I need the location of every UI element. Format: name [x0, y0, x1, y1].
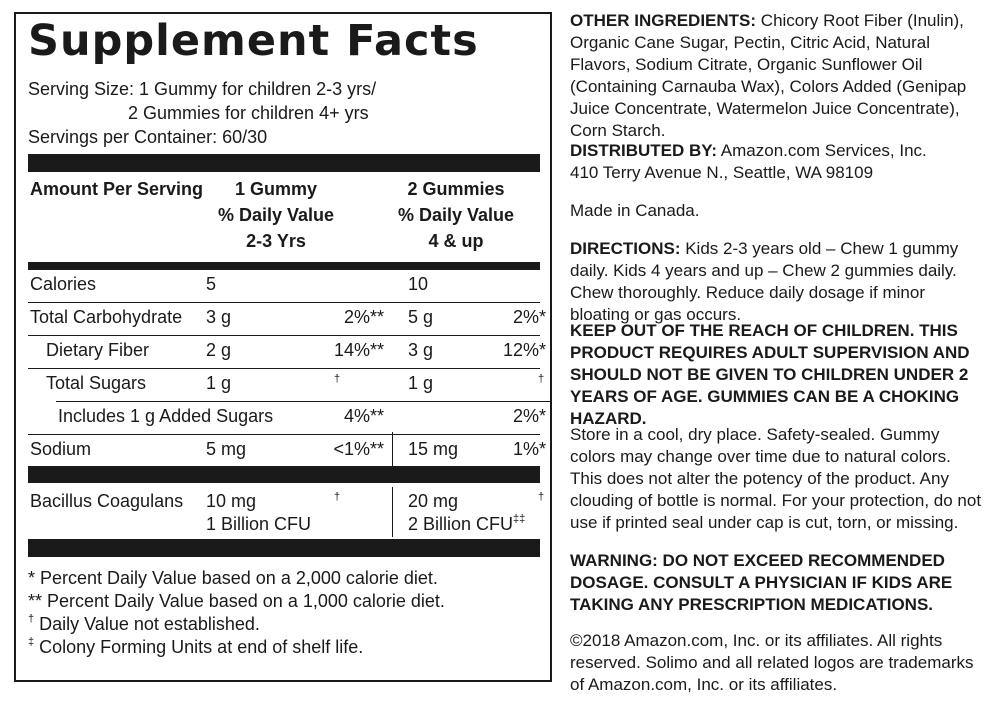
col2-heading-2: % Daily Value: [397, 205, 515, 225]
nutrient-name: Sodium: [30, 439, 92, 459]
distributed-by-text: Amazon.com Services, Inc.: [717, 141, 927, 160]
other-ingredients-label: OTHER INGREDIENTS:: [570, 11, 757, 30]
directions: [570, 238, 985, 326]
row-divider: [28, 434, 540, 435]
col1-heading-2: % Daily Value: [217, 205, 335, 225]
nutrient-name: Dietary Fiber: [46, 340, 150, 360]
col2-heading-1: 2 Gummies: [407, 179, 505, 199]
daily-value-1: <1%**: [333, 439, 384, 459]
amount-2-cfu-text: 2 Billion CFU: [408, 514, 514, 534]
row-divider: [28, 302, 540, 303]
serving-size-line-2: 2 Gummies for children 4+ yrs: [128, 103, 369, 123]
copyright: ©2018 Amazon.com, Inc. or its affiliates. All rights reserved. Solimo and all related logos are trademarks of Amazon.com, Inc. or its affiliates.: [570, 631, 974, 694]
nutrient-name: Bacillus Coagulans: [30, 491, 184, 511]
footnote-3-text: Daily Value not established.: [34, 614, 260, 634]
footnote-1: * Percent Daily Value based on a 2,000 calorie diet.: [28, 568, 438, 588]
amount-1: 1 g: [206, 373, 232, 393]
medium-divider: [28, 262, 540, 270]
amount-2-cfu: [408, 513, 525, 535]
daily-value-2: 2%*: [512, 307, 546, 327]
storage-info: Store in a cool, dry place. Safety-sealed. Gummy colors may change over time due to natural colors. This does not alter the potency of the product. Any clouding of bottle is normal. For your protection, do not use if printed seal under cap is cut, torn, or missing.: [570, 425, 982, 532]
address: 410 Terry Avenue N., Seattle, WA 98109: [570, 163, 874, 182]
footnote-2: ** Percent Daily Value based on a 1,000 calorie diet.: [28, 591, 445, 611]
daily-value-2: 2%*: [512, 406, 546, 426]
amount-2: 10: [408, 274, 429, 294]
distributed-by-label: DISTRIBUTED BY:: [570, 141, 718, 160]
col1-heading-3: 2-3 Yrs: [246, 231, 306, 251]
column-separator: [392, 432, 393, 466]
thick-divider: [28, 466, 540, 483]
daily-value-1: 2%**: [343, 307, 384, 327]
directions-label: DIRECTIONS:: [570, 239, 681, 258]
double-dagger-mark: ‡: [28, 636, 35, 648]
amount-1-mg: 10 mg: [206, 491, 257, 511]
col2-heading-3: 4 & up: [428, 231, 484, 251]
amount-1: 2 g: [206, 340, 232, 360]
thick-divider: [28, 539, 540, 557]
amount-1-cfu: 1 Billion CFU: [206, 514, 312, 534]
serving-size-line-1: Serving Size: 1 Gummy for children 2-3 yrs/: [28, 79, 377, 99]
cfu-footnote-mark: ‡‡: [513, 513, 526, 525]
daily-value-2: 1%*: [512, 439, 546, 459]
amount-per-serving-heading: Amount Per Serving: [30, 179, 204, 199]
amount-2-mg: 20 mg: [408, 491, 459, 511]
amount-2: 3 g: [408, 340, 434, 360]
daily-value-2: †: [538, 491, 545, 503]
daily-value-1: 14%**: [333, 340, 384, 360]
amount-1: 5: [206, 274, 217, 294]
daily-value-1: †: [334, 491, 341, 503]
footnote-4-text: Colony Forming Units at end of shelf life.: [34, 637, 364, 657]
column-separator: [392, 487, 393, 537]
row-divider: [28, 335, 540, 336]
amount-2: 1 g: [408, 373, 434, 393]
row-divider: [28, 368, 540, 369]
daily-value-2: †: [538, 373, 545, 385]
nutrient-name: Calories: [30, 274, 97, 294]
distributed-by: [570, 140, 985, 184]
amount-2: 5 g: [408, 307, 434, 327]
made-in: Made in Canada.: [570, 201, 700, 220]
dosage-warning: WARNING: DO NOT EXCEED RECOMMENDED DOSAGE. CONSULT A PHYSICIAN IF KIDS ARE TAKING ANY PRESCRIPTION MEDICATIONS.: [570, 551, 953, 614]
footnote-4: [28, 636, 363, 658]
amount-1: 5 mg: [206, 439, 247, 459]
other-ingredients-text: Chicory Root Fiber (Inulin), Organic Cane Sugar, Pectin, Citric Acid, Natural Flavors, Sodium Citrate, Organic Sunflower Oil (Containing Carnauba Wax), Colors Added (Genipap Juice Concentrate, Watermelon Juice Concentrate), Corn Starch.: [570, 11, 967, 140]
daily-value-1: †: [334, 373, 341, 385]
servings-per-container: Servings per Container: 60/30: [28, 127, 268, 147]
nutrient-name: Total Carbohydrate: [30, 307, 183, 327]
nutrient-name: Total Sugars: [46, 373, 147, 393]
thick-divider: [28, 154, 540, 172]
keep-out-warning: KEEP OUT OF THE REACH OF CHILDREN. THIS PRODUCT REQUIRES ADULT SUPERVISION AND SHOULD NOT BE GIVEN TO CHILDREN UNDER 2 YEARS OF AGE. GUMMIES CAN BE A CHOKING HAZARD.: [570, 321, 970, 428]
footnote-3: [28, 613, 260, 635]
panel-title: Supplement Facts: [28, 16, 479, 66]
other-ingredients: [570, 10, 985, 142]
dagger-mark: †: [28, 613, 35, 625]
nutrient-name: Includes 1 g Added Sugars: [58, 406, 274, 426]
supplement-facts-panel: [14, 12, 552, 682]
row-divider: [56, 401, 552, 402]
daily-value-1: 4%**: [343, 406, 384, 426]
directions-text: Kids 2-3 years old – Chew 1 gummy daily. Kids 4 years and up – Chew 2 gummies daily. Chew thoroughly. Reduce daily dosage if minor bloating or gas occurs.: [570, 239, 959, 324]
col1-heading-1: 1 Gummy: [234, 179, 318, 199]
amount-1: 3 g: [206, 307, 232, 327]
amount-2: 15 mg: [408, 439, 459, 459]
daily-value-2: 12%*: [502, 340, 546, 360]
